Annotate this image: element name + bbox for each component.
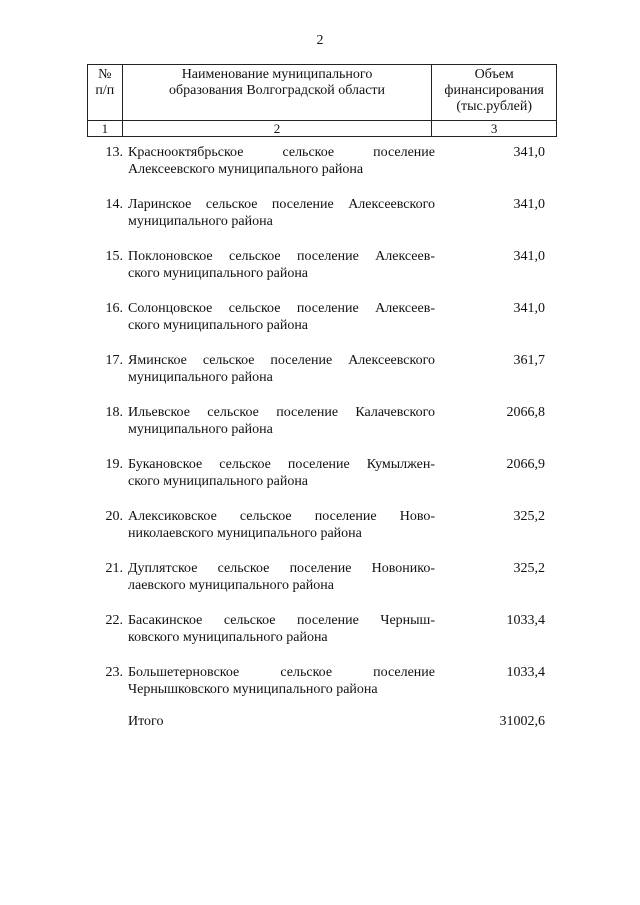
row-name: Басакинское сельское поселение Черныш- ковского муниципального района [128,613,435,645]
row-name: Краснооктябрьское сельское поселение Алексеевского муниципального района [128,145,435,177]
row-name: Ильевское сельское поселение Калачевского муниципального района [128,405,435,437]
row-name: Большетерновское сельское поселение Чернышковского муниципального района [128,665,435,697]
row-value: 341,0 [513,197,545,212]
row-value: 325,2 [513,509,545,524]
row-value: 2066,9 [506,457,545,472]
row-number: 15. [105,249,123,264]
row-value: 341,0 [513,145,545,160]
column-number-row [88,121,557,137]
header-col-number: № п/п [88,65,123,121]
total-label: Итого [128,714,164,729]
header-col-name: Наименование муниципального образования Волгоградской области [122,65,432,121]
row-name: Яминское сельское поселение Алексеевского муниципального района [128,353,435,385]
header-col-amount: Объем финансирования (тыс.рублей) [432,65,557,121]
column-number-3: 3 [432,121,557,137]
row-number: 16. [105,301,123,316]
row-name: Поклоновское сельское поселение Алексеев- ского муниципального района [128,249,435,281]
row-value: 361,7 [513,353,545,368]
row-value: 1033,4 [506,665,545,680]
column-number-2: 2 [122,121,432,137]
row-name: Алексиковское сельское поселение Ново- николаевского муниципального района [128,509,435,541]
row-number: 18. [105,405,123,420]
table-header [87,64,557,137]
column-number-1: 1 [88,121,123,137]
page-number: 2 [316,33,324,48]
row-number: 20. [105,509,123,524]
row-number: 14. [105,197,123,212]
row-name: Солонцовское сельское поселение Алексеев- ского муниципального района [128,301,435,333]
row-number: 22. [105,613,123,628]
row-value: 341,0 [513,301,545,316]
row-value: 325,2 [513,561,545,576]
row-value: 1033,4 [506,613,545,628]
row-number: 17. [105,353,123,368]
row-name: Ларинское сельское поселение Алексеевского муниципального района [128,197,435,229]
row-name: Дуплятское сельское поселение Новонико- лаевского муниципального района [128,561,435,593]
row-number: 19. [105,457,123,472]
row-value: 2066,8 [506,405,545,420]
row-number: 21. [105,561,123,576]
row-number: 23. [105,665,123,680]
row-number: 13. [105,145,123,160]
row-value: 341,0 [513,249,545,264]
total-value: 31002,6 [499,714,545,729]
row-name: Букановское сельское поселение Кумылжен- ского муниципального района [128,457,435,489]
